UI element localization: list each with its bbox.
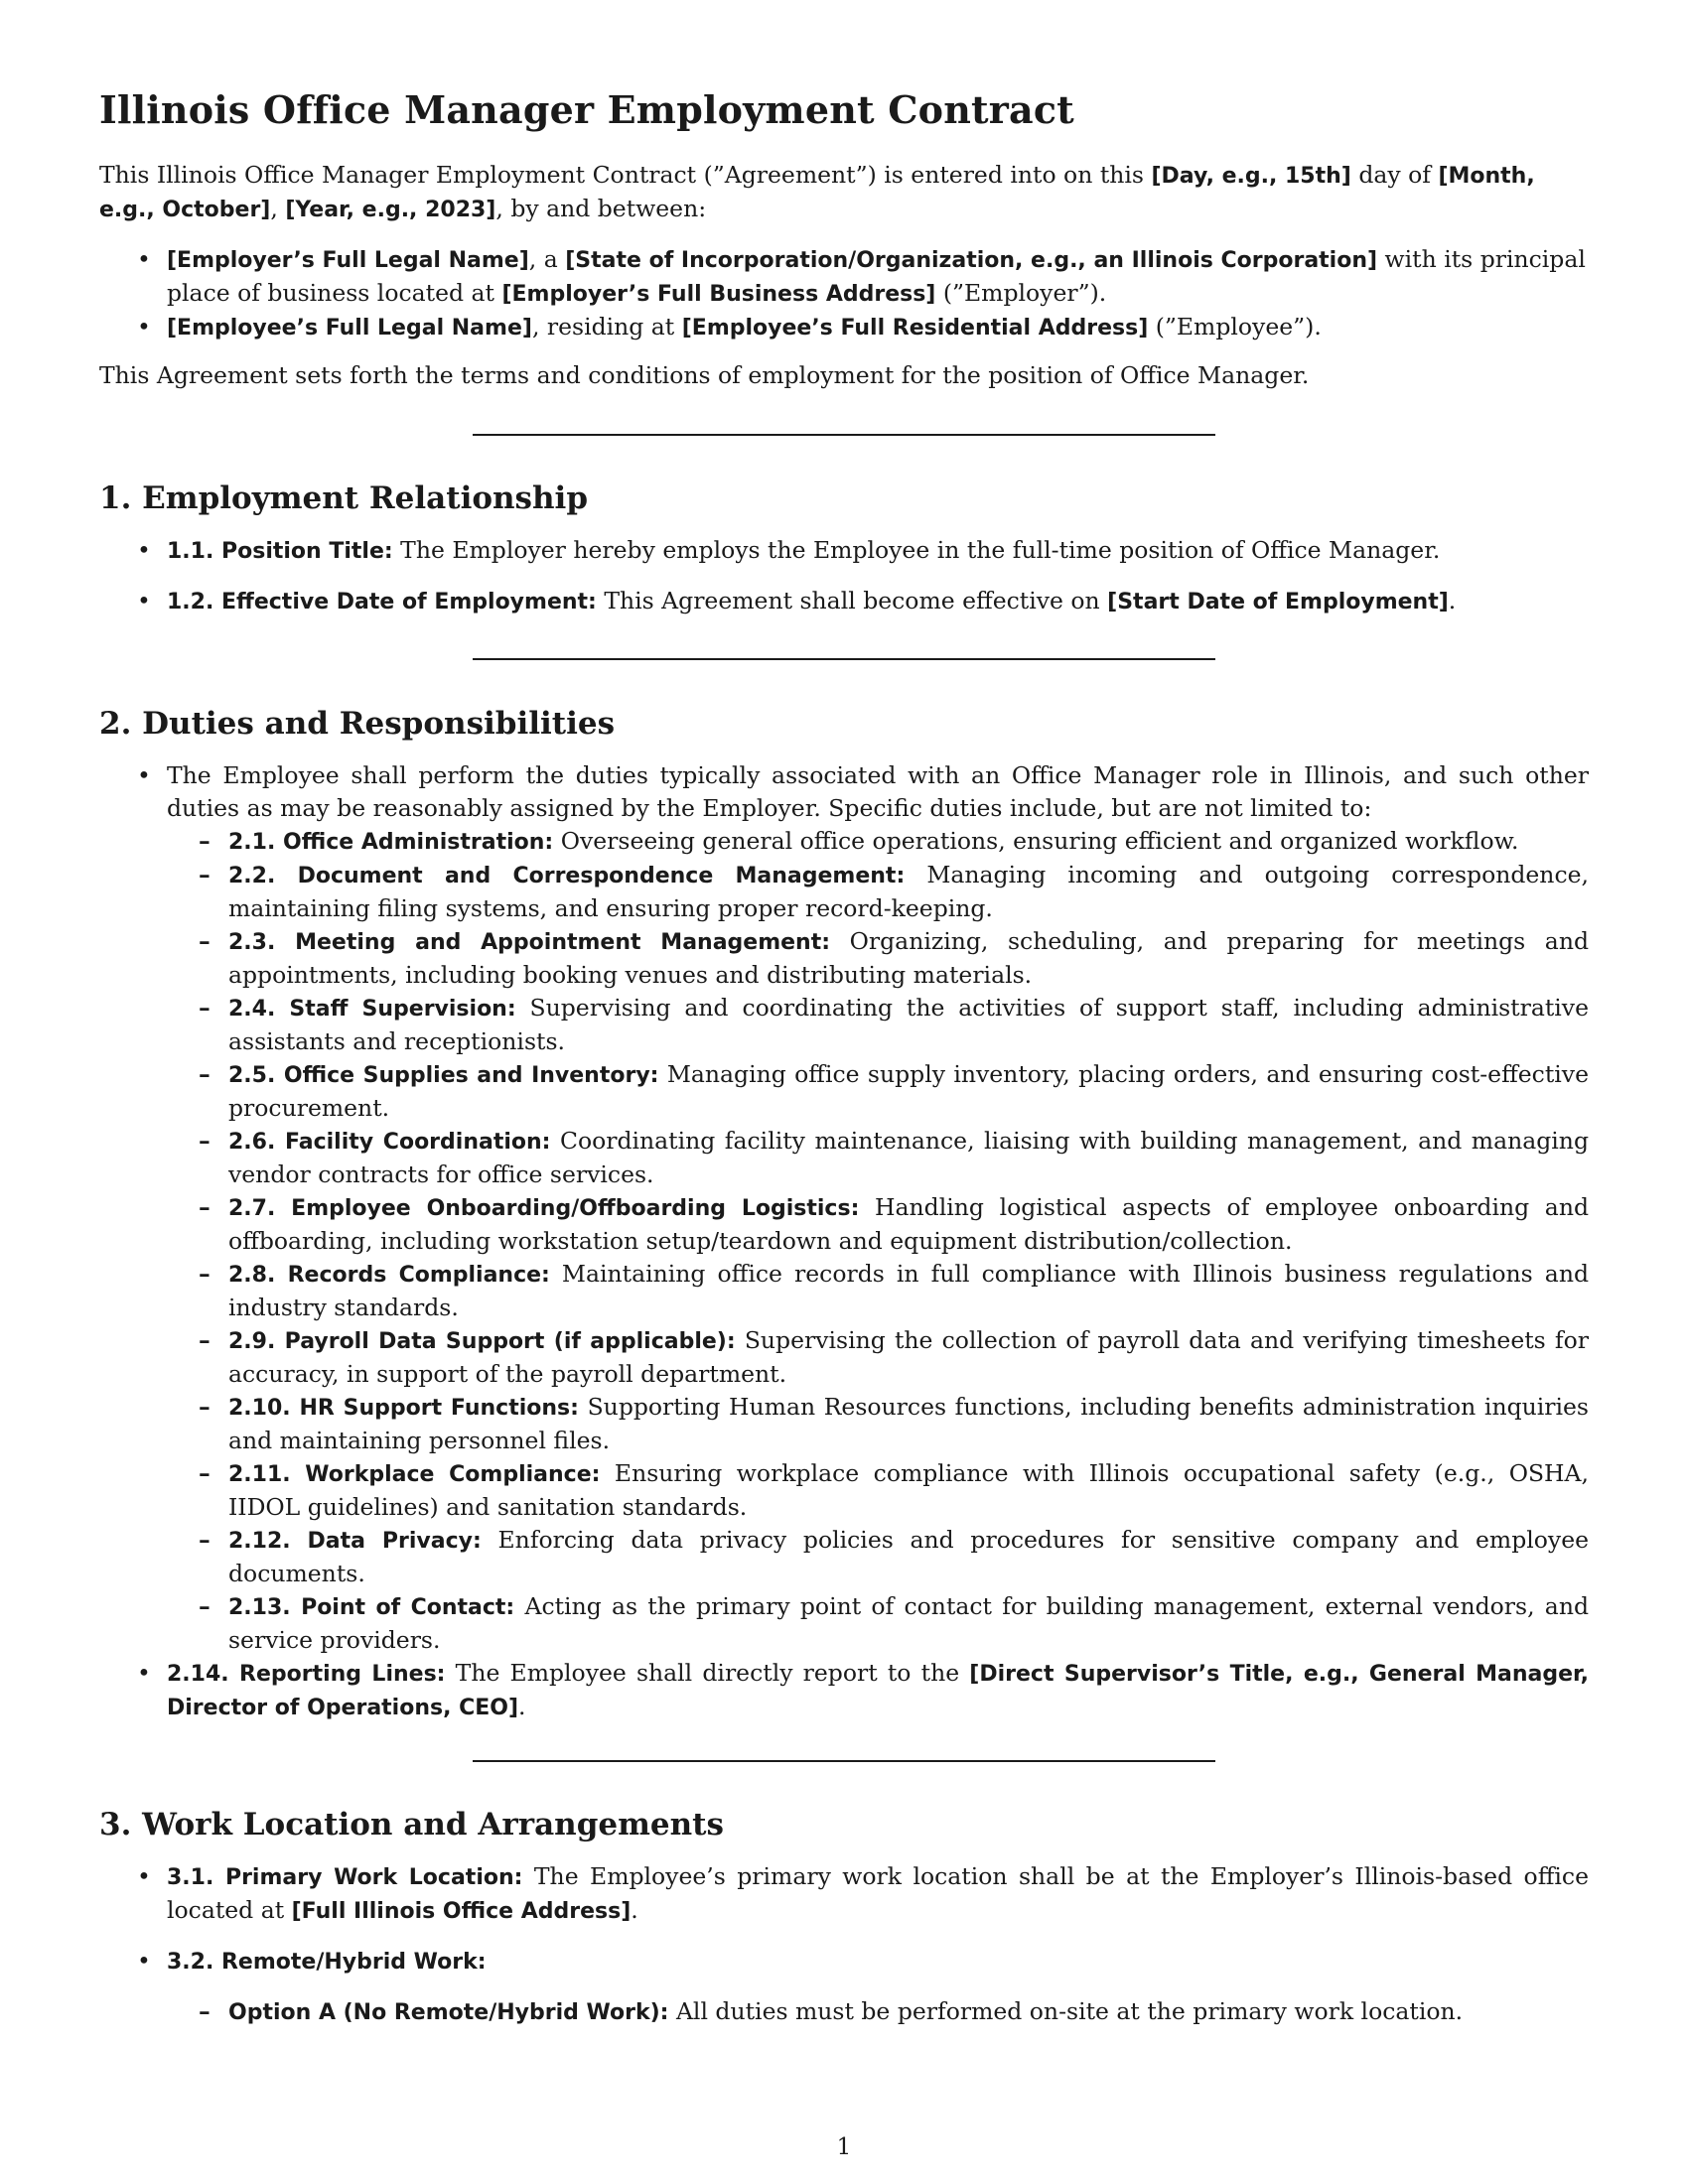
duty-item: – 2.4. Staff Supervision: Supervising and coordinating the activities of support staff, including administrative assistants and receptionists. — [167, 992, 1589, 1058]
list-item: • The Employee shall perform the duties typically associated with an Office Manager role in Illinois, and such other duties as may be reasonably assigned by the Employer. Specific duties include, but are not limited to: – 2.1. Office Administration: Overseeing general office operations, ensuring efficient and organized workflow. – 2.2. Document and Correspondence Management: Managing incoming and outgoing correspondence, maintaining filing systems, and ensuring proper record-keeping. – 2.3. Meeting and Appointment Management: Organizing, scheduling, and preparing for meetings and appointments, including booking venues and distributing materials. – 2.4. Staff Supervision: Supervising and coordinating the activities of support staff, including administrative assistants and receptionists. – 2.5. Office Supplies and Inventory: Managing office supply inventory, placing orders, and ensuring cost-effective procurement. – 2.6. Facility Coordination: Coordinating facility maintenance, liaising with building management, and managing vendor contracts for office services. – 2.7. Employee Onboarding/Offboarding Logistics: Handling logistical aspects of employee onboarding and offboarding, including workstation setup/teardown and equipment distribution/collection. – 2.8. Records Compliance: Maintaining office records in full compliance with Illinois business regulations and industry standards. – 2.9. Payroll Data Support (if applicable): Supervising the collection of payroll data and verifying timesheets for accuracy, in support of the payroll department. – 2.10. HR Support Functions: Supporting Human Resources functions, including benefits administration inquiries and maintaining personnel files. – 2.11. Workplace Compliance: Ensuring workplace compliance with Illinois occupational safety (e.g., OSHA, IIDOL guidelines) and sanitation standards. – 2.12. Data Privacy: Enforcing data privacy policies and procedures for sensitive company and employee documents. – 2.13. Point of Contact: Acting as the primary point of contact for building management, external vendors, and service providers. — [99, 759, 1589, 1657]
duty-item: – 2.13. Point of Contact: Acting as the primary point of contact for building management, external vendors, and service providers. — [167, 1590, 1589, 1657]
list-item: • 1.1. Position Title: The Employer hereby employs the Employee in the full-time position of Office Manager. — [99, 534, 1589, 568]
list-item: • 2.14. Reporting Lines: The Employee shall directly report to the [Direct Supervisor’s Title, e.g., General Manager, Director of Operations, CEO]. — [99, 1657, 1589, 1724]
duty-item: – 2.7. Employee Onboarding/Offboarding Logistics: Handling logistical aspects of employee onboarding and offboarding, including workstation setup/teardown and equipment distribution/collection. — [167, 1191, 1589, 1258]
duty-item: – 2.8. Records Compliance: Maintaining office records in full compliance with Illinois business regulations and industry standards. — [167, 1258, 1589, 1324]
page-number: 1 — [836, 2134, 852, 2160]
duty-item: – 2.12. Data Privacy: Enforcing data privacy policies and procedures for sensitive company and employee documents. — [167, 1524, 1589, 1590]
document-title: Illinois Office Manager Employment Contract — [99, 87, 1074, 132]
list-item: • 3.1. Primary Work Location: The Employee’s primary work location shall be at the Employer’s Illinois-based office located at [Full Illinois Office Address]. — [99, 1860, 1589, 1928]
duty-item: – 2.9. Payroll Data Support (if applicable): Supervising the collection of payroll data and verifying timesheets for accuracy, in support of the payroll department. — [167, 1324, 1589, 1391]
section-divider — [473, 434, 1215, 436]
duty-item: – 2.3. Meeting and Appointment Management: Organizing, scheduling, and preparing for meetings and appointments, including booking venues and distributing materials. — [167, 925, 1589, 992]
day-field: [Day, e.g., 15th] — [1151, 164, 1351, 189]
section-3-heading: 3. Work Location and Arrangements — [99, 1807, 724, 1843]
duties-list — [167, 825, 1589, 1657]
section-1-heading: 1. Employment Relationship — [99, 480, 589, 516]
section-1-list — [99, 534, 1589, 635]
list-item: – Option A (No Remote/Hybrid Work): All duties must be performed on-site at the primary work location. — [167, 1995, 1589, 2029]
party-employer: • [Employer’s Full Legal Name], a [State of Incorporation/Organization, e.g., an Illinois Corporation] with its principal place of business located at [Employer’s Full Business Address] (”Employer”). — [99, 243, 1589, 311]
year-field: [Year, e.g., 2023] — [285, 198, 496, 222]
duty-item: – 2.1. Office Administration: Overseeing general office operations, ensuring efficient and organized workflow. — [167, 825, 1589, 859]
duty-item: – 2.6. Facility Coordination: Coordinating facility maintenance, liaising with building management, and managing vendor contracts for office services. — [167, 1125, 1589, 1191]
section-divider — [473, 658, 1215, 660]
duty-item: – 2.2. Document and Correspondence Management: Managing incoming and outgoing correspondence, maintaining filing systems, and ensuring proper record-keeping. — [167, 859, 1589, 925]
option-list — [167, 1995, 1589, 2029]
section-2-heading: 2. Duties and Responsibilities — [99, 706, 616, 742]
section-3-list — [99, 1860, 1589, 2046]
parties-list — [99, 243, 1589, 344]
duty-item: – 2.5. Office Supplies and Inventory: Managing office supply inventory, placing orders, and ensuring cost-effective procurement. — [167, 1058, 1589, 1125]
duty-item: – 2.11. Workplace Compliance: Ensuring workplace compliance with Illinois occupational safety (e.g., OSHA, IIDOL guidelines) and sanitation standards. — [167, 1457, 1589, 1524]
party-employee: • [Employee’s Full Legal Name], residing at [Employee’s Full Residential Address] (”Employee”). — [99, 311, 1589, 344]
duty-item: – 2.10. HR Support Functions: Supporting Human Resources functions, including benefits administration inquiries and maintaining personnel files. — [167, 1391, 1589, 1457]
section-divider — [473, 1760, 1215, 1762]
list-item: • 3.2. Remote/Hybrid Work: – Option A (No Remote/Hybrid Work): All duties must be performed on-site at the primary work location. — [99, 1945, 1589, 2029]
list-item: • 1.2. Effective Date of Employment: This Agreement shall become effective on [Start Date of Employment]. — [99, 585, 1589, 618]
section-2-list — [99, 759, 1589, 1724]
intro-paragraph: This Illinois Office Manager Employment Contract (”Agreement”) is entered into on this [Day, e.g., 15th] day of [Month, e.g., October], [Year, e.g., 2023], by and between: — [99, 161, 1535, 222]
month-field: [Month, e.g., October] — [99, 164, 1535, 222]
intro-closing: This Agreement sets forth the terms and conditions of employment for the position of Office Manager. — [99, 361, 1310, 389]
